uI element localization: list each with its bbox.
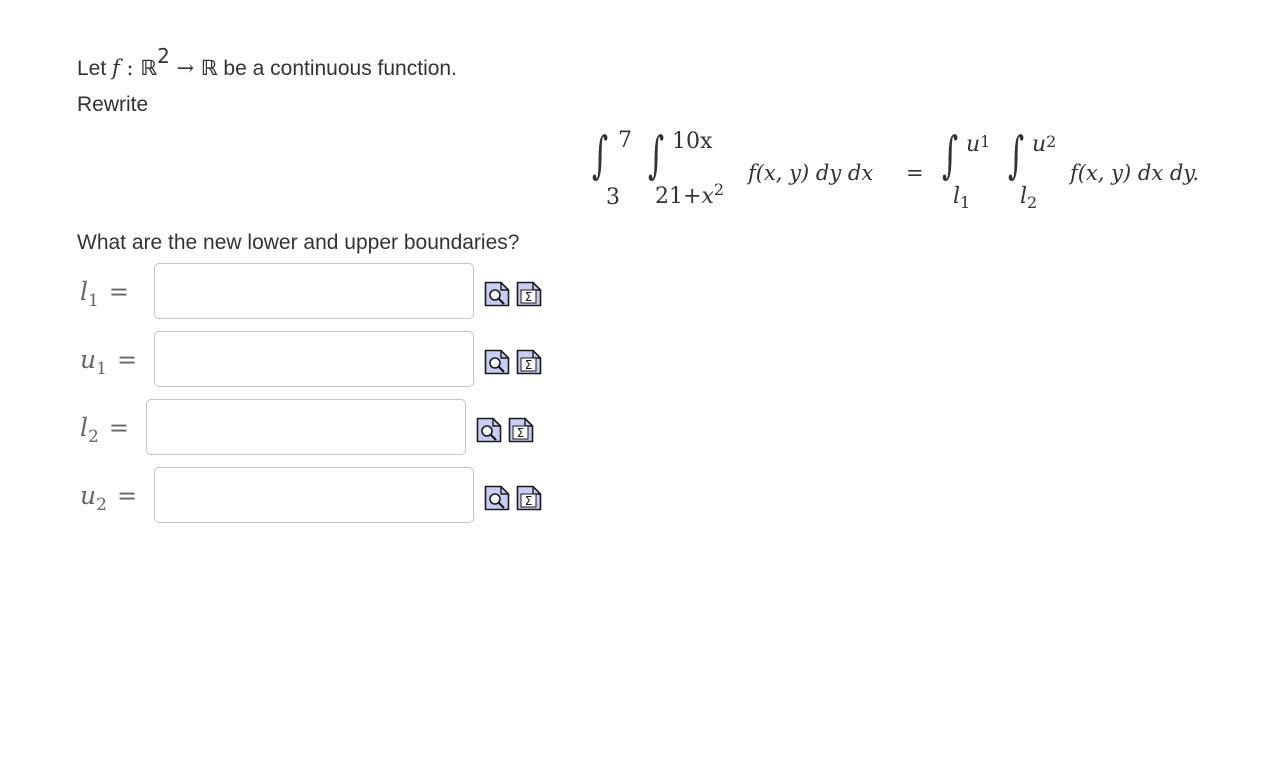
answer-var: u [80, 345, 97, 374]
left-inner-lower-limit [655, 180, 725, 209]
left-outer-lower-limit: 3 [606, 185, 620, 210]
right-outer-upper-limit [966, 134, 990, 156]
answer-sub: 1 [88, 291, 99, 311]
left-inner-lower-exp: 2 [713, 180, 725, 199]
left-inner-lower-base: 21+ [655, 184, 702, 209]
right-outer-lower-limit [953, 184, 971, 212]
answer-sub: 2 [96, 495, 107, 515]
right-inner-integral-sign: ∫ [1008, 126, 1025, 184]
answer-var: l [80, 277, 88, 306]
question-text: What are the new lower and upper boundaries? [77, 231, 520, 254]
answer-label-u1 [80, 345, 138, 379]
left-inner-lower-var: x [701, 184, 714, 209]
svg-text:Σ: Σ [516, 426, 525, 440]
left-integrand: f(x, y) dy dx [748, 161, 874, 185]
left-inner-upper-limit [672, 131, 712, 153]
answer-equals: = [116, 346, 138, 374]
right-inner-lower-limit [1020, 184, 1038, 212]
domain-symbol: ℝ [140, 56, 158, 80]
right-inner-upper-var: u [1032, 132, 1047, 157]
right-outer-lower-sub: 1 [960, 193, 971, 212]
right-inner-upper-limit [1032, 134, 1056, 156]
right-outer-lower-var: l [953, 184, 961, 209]
intro-suffix: be a continuous function. [217, 57, 457, 80]
codomain-symbol: ℝ [200, 56, 218, 80]
answer-sub: 1 [96, 359, 107, 379]
equation-editor-icon[interactable] [516, 349, 542, 375]
equals-sign: = [906, 161, 924, 185]
l2-input[interactable] [146, 399, 466, 455]
u1-input[interactable] [154, 331, 474, 387]
u2-input[interactable] [154, 467, 474, 523]
answer-var: l [80, 413, 88, 442]
answer-label-l2 [80, 413, 129, 447]
colon: : [119, 56, 141, 80]
equation-editor-icon[interactable] [516, 281, 542, 307]
left-outer-upper-limit: 7 [618, 128, 632, 153]
left-outer-integral-sign: ∫ [592, 126, 609, 184]
svg-text:Σ: Σ [524, 358, 533, 372]
answer-label-l1 [80, 277, 129, 311]
intro-prefix: Let [77, 57, 113, 80]
answer-equals: = [108, 414, 129, 442]
right-outer-upper-sub: 1 [980, 132, 991, 151]
right-inner-upper-sub: 2 [1046, 132, 1057, 151]
l1-input[interactable] [154, 263, 474, 319]
answer-equals: = [116, 482, 138, 510]
right-inner-lower-var: l [1020, 184, 1028, 209]
arrow: → [169, 56, 201, 80]
answer-var: u [80, 481, 97, 510]
right-integrand: f(x, y) dx dy. [1070, 161, 1200, 185]
answer-sub: 2 [88, 427, 99, 447]
right-outer-integral-sign: ∫ [942, 126, 959, 184]
preview-icon[interactable] [484, 281, 510, 307]
left-inner-integral-sign: ∫ [648, 126, 665, 184]
domain-exponent: 2 [157, 44, 170, 68]
answer-equals: = [108, 278, 129, 306]
rewrite-label: Rewrite [77, 93, 149, 116]
preview-icon[interactable] [476, 417, 502, 443]
preview-icon[interactable] [484, 349, 510, 375]
integral-equation [0, 0, 1264, 230]
equation-editor-icon[interactable] [516, 485, 542, 511]
left-inner-upper-text: 10x [672, 129, 713, 154]
answer-label-u2 [80, 481, 138, 515]
right-outer-upper-var: u [966, 132, 981, 157]
right-inner-lower-sub: 2 [1027, 193, 1038, 212]
svg-text:Σ: Σ [524, 494, 533, 508]
equation-editor-icon[interactable] [508, 417, 534, 443]
preview-icon[interactable] [484, 485, 510, 511]
function-symbol: f [112, 56, 120, 80]
svg-text:Σ: Σ [524, 290, 533, 304]
